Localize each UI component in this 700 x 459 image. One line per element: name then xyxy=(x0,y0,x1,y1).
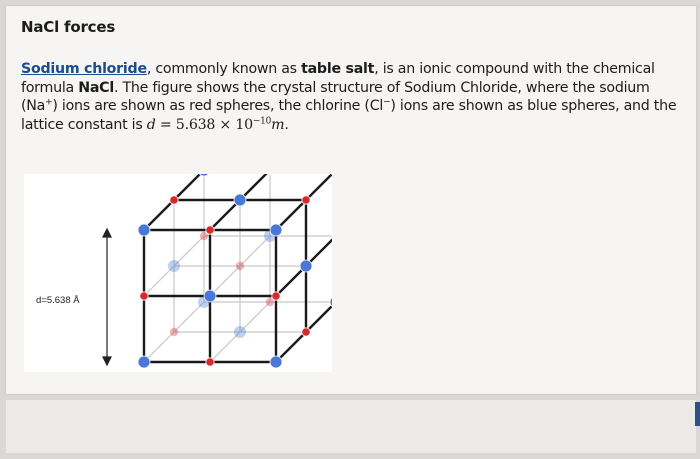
bold-table-salt: table salt xyxy=(301,61,375,77)
crystal-lattice-diagram xyxy=(24,174,332,372)
chlorine-ion xyxy=(204,290,216,302)
lattice-bond xyxy=(210,332,240,362)
lattice-bond xyxy=(240,236,270,266)
lattice-bond xyxy=(174,302,204,332)
nacl-crystal-figure xyxy=(24,174,332,372)
sodium-ion xyxy=(302,328,310,336)
lattice-constant-label: d=5.638 Å xyxy=(36,295,80,306)
lattice-bond xyxy=(306,302,332,332)
lattice-bond xyxy=(240,302,270,332)
lattice-bond xyxy=(174,174,204,200)
chlorine-ion xyxy=(234,326,246,338)
lattice-grid xyxy=(138,174,332,368)
sodium-ion xyxy=(272,292,280,300)
sodium-ion xyxy=(302,196,310,204)
page-title: NaCl forces xyxy=(21,18,116,36)
problem-description xyxy=(21,60,681,134)
text-segment: . The figure shows the crystal structure of Sodium Chloride, where the sodium (Na xyxy=(21,79,650,114)
sodium-ion xyxy=(206,358,214,366)
sodium-chloride-link[interactable]: Sodium chloride xyxy=(21,61,147,77)
chlorine-ion xyxy=(168,260,180,272)
lattice-bond xyxy=(174,236,204,266)
na-charge: + xyxy=(45,97,53,108)
cl-charge: − xyxy=(383,97,391,108)
lattice-bond xyxy=(144,266,174,296)
chlorine-ion xyxy=(300,260,312,272)
dimension-arrow xyxy=(103,229,111,365)
bold-nacl: NaCl xyxy=(78,79,114,96)
side-scroll-indicator[interactable] xyxy=(695,402,700,426)
lattice-constant-math: $d = 5.638 \times 10^{-10}m$ xyxy=(146,115,285,133)
text-segment: . xyxy=(284,116,289,133)
chlorine-ion xyxy=(138,356,150,368)
sodium-ion xyxy=(236,262,244,270)
answer-area xyxy=(6,400,696,453)
question-card xyxy=(6,6,696,394)
chlorine-ion xyxy=(270,224,282,236)
chlorine-ion xyxy=(138,224,150,236)
sodium-ion xyxy=(170,196,178,204)
text-segment: , is an ionic compound with the chemical formula xyxy=(21,61,655,96)
chlorine-ion xyxy=(234,194,246,206)
text-segment: ) ions are shown as blue spheres, and the lattice constant is xyxy=(21,98,677,133)
text-segment: , commonly known as xyxy=(146,61,302,77)
sodium-ion xyxy=(206,226,214,234)
chlorine-ion xyxy=(270,356,282,368)
sodium-ion xyxy=(140,292,148,300)
lattice-bond xyxy=(306,174,332,200)
sodium-ion xyxy=(170,328,178,336)
text-segment: ) ions are shown as red spheres, the chlorine (Cl xyxy=(52,98,384,114)
